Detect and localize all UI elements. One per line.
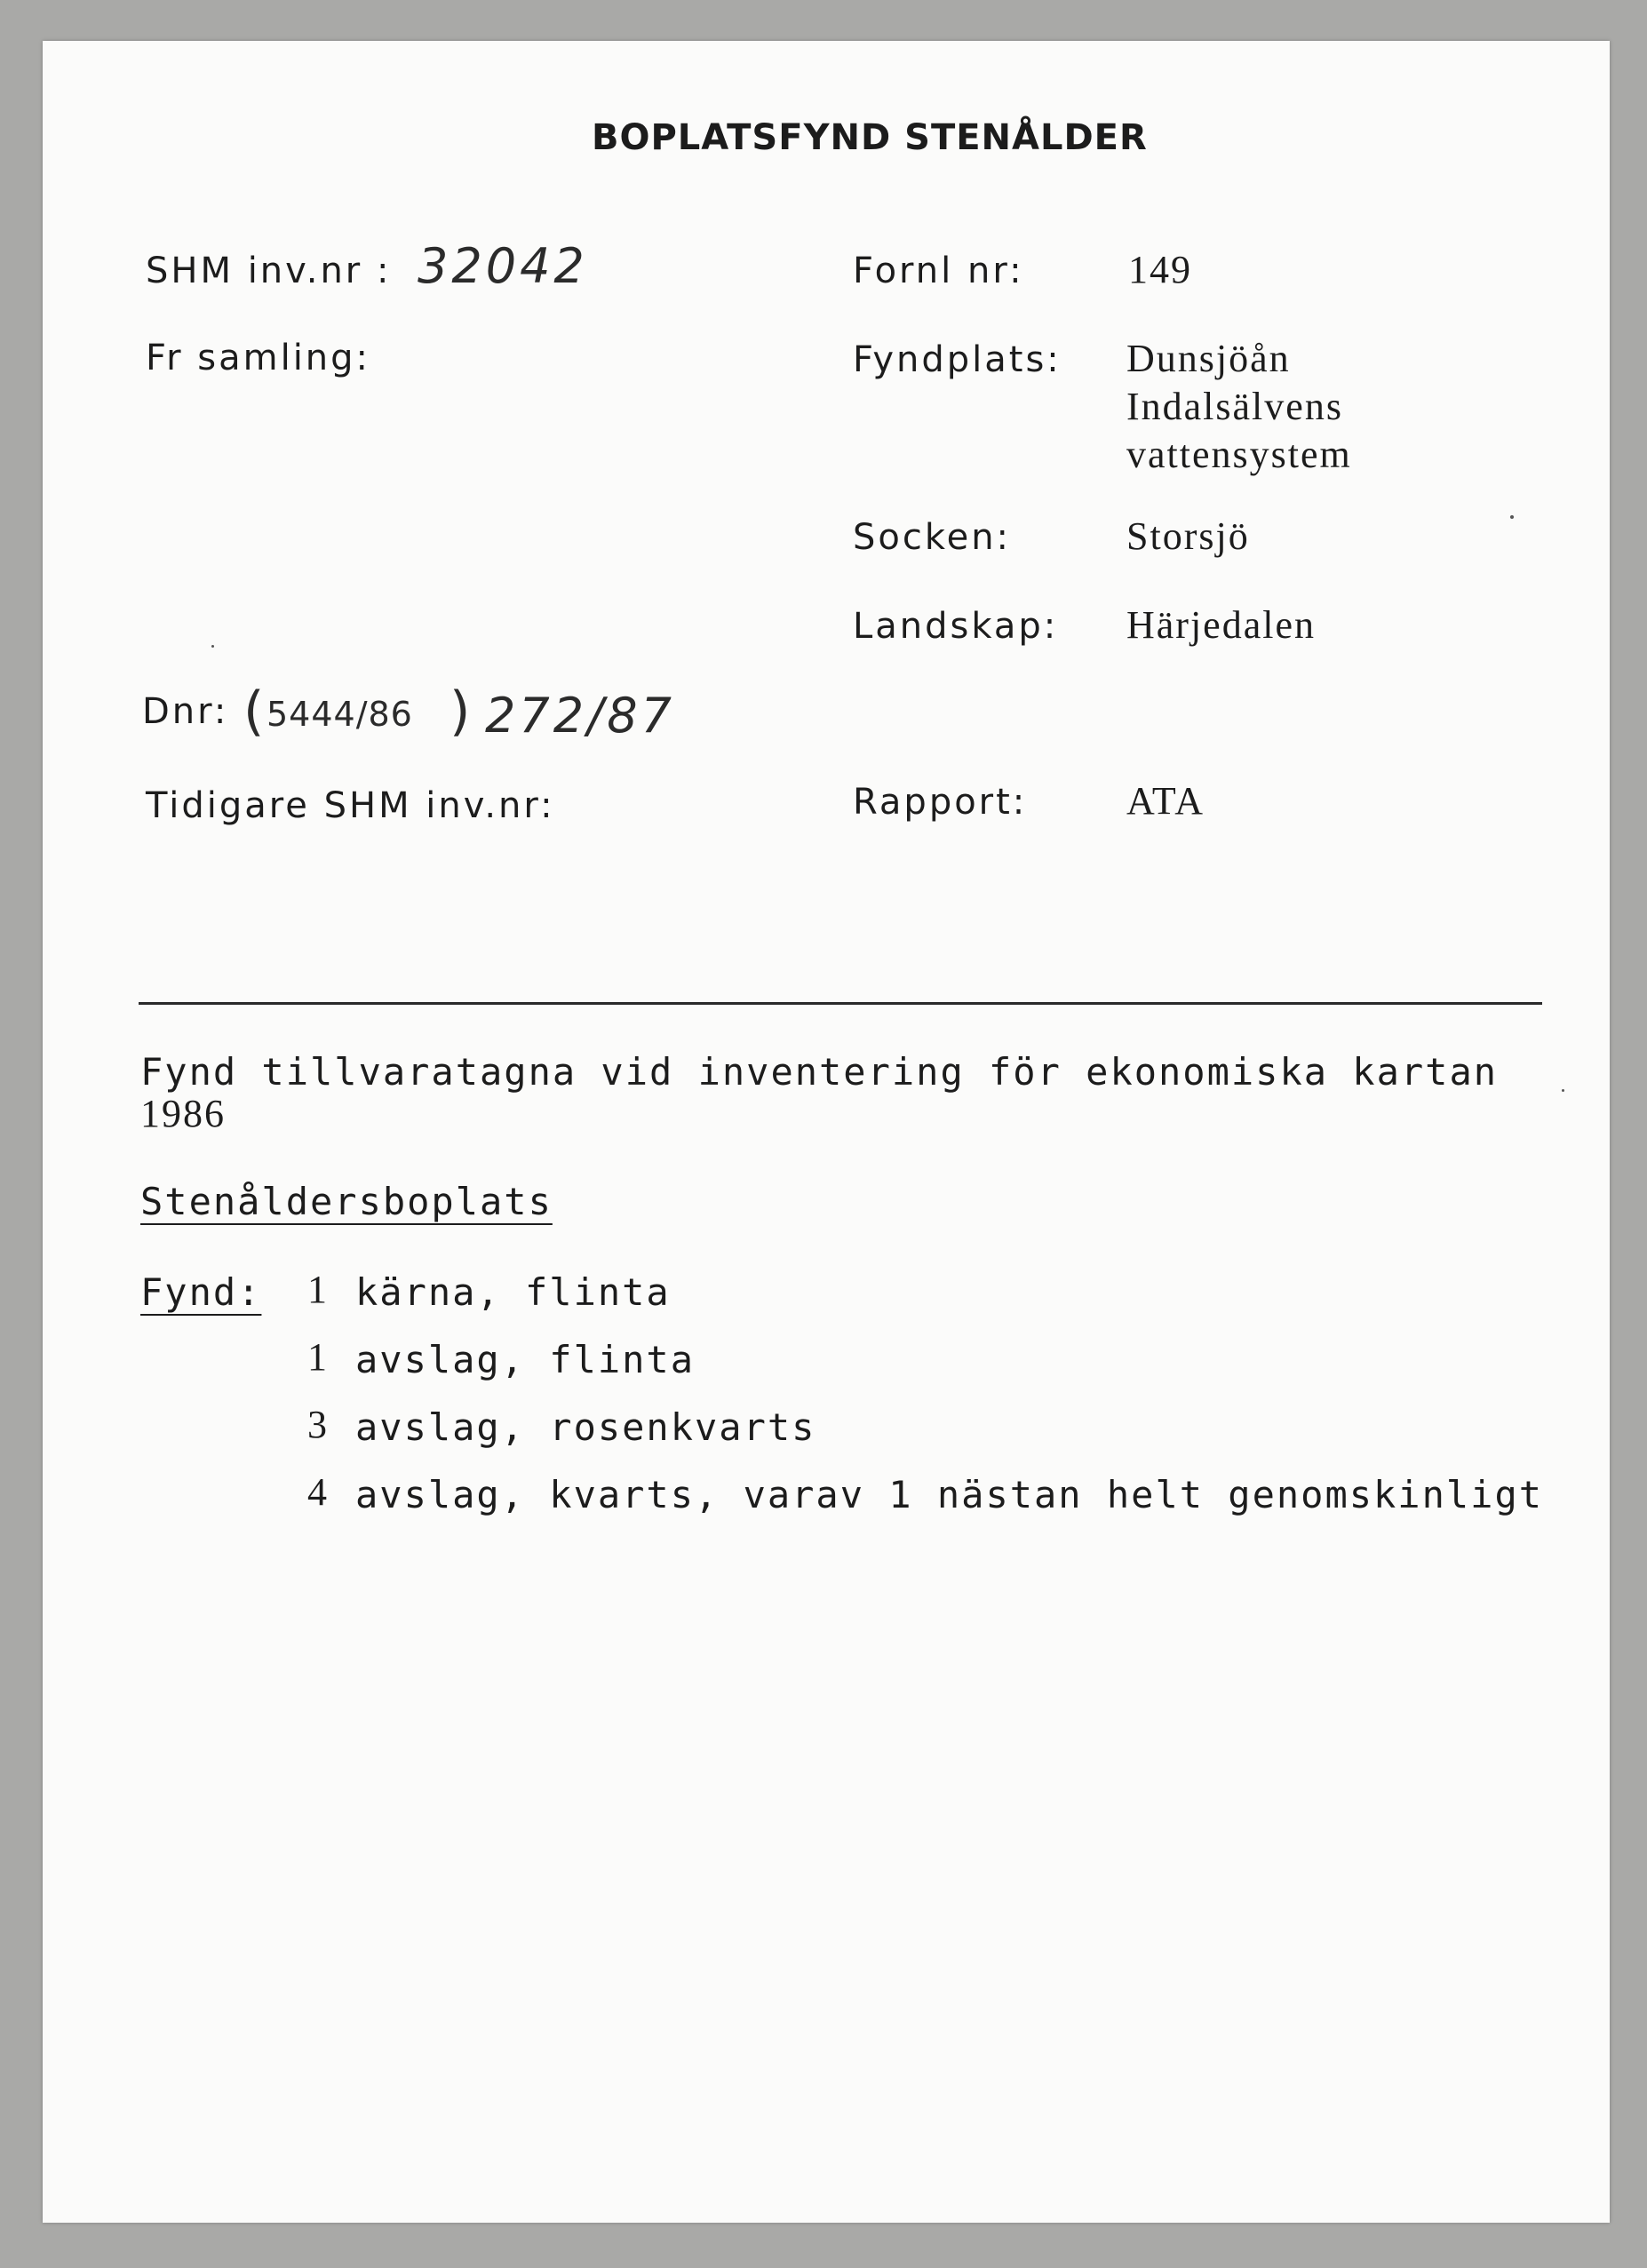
fyndplats-line-2: Indalsälvens	[1126, 385, 1343, 428]
find-count: 3	[307, 1403, 329, 1446]
section-divider	[139, 1002, 1542, 1005]
fr-samling-label: Fr samling:	[146, 338, 371, 378]
intro-line-2: 1986	[140, 1092, 226, 1135]
dnr-new-value: 272/87	[485, 688, 675, 744]
rapport-label: Rapport:	[853, 782, 1028, 823]
fyndplats-line-3: vattensystem	[1126, 433, 1352, 476]
fyndplats-label: Fyndplats:	[853, 339, 1062, 380]
tidigare-shm-label: Tidigare SHM inv.nr:	[146, 785, 555, 826]
landskap-value: Härjedalen	[1126, 603, 1316, 647]
dnr-old-value: 5444/86	[267, 695, 413, 734]
dnr-label: Dnr:	[142, 691, 229, 732]
find-count: 4	[307, 1470, 329, 1514]
find-count: 1	[307, 1335, 329, 1379]
paper-speck	[1562, 1089, 1564, 1092]
fynd-label: Fynd:	[140, 1270, 262, 1314]
card-title: BOPLATSFYND STENÅLDER	[592, 117, 1148, 158]
archive-card	[43, 41, 1610, 2223]
paper-speck	[1510, 515, 1514, 519]
find-text: avslag, flinta	[355, 1338, 696, 1381]
dnr-paren-close: )	[450, 680, 471, 743]
find-count: 1	[307, 1268, 329, 1311]
rapport-value: ATA	[1126, 779, 1205, 823]
socken-label: Socken:	[853, 517, 1012, 558]
find-text: avslag, kvarts, varav 1 nästan helt genomskinligt	[355, 1473, 1544, 1516]
shm-inv-value: 32042	[418, 238, 588, 294]
landskap-label: Landskap:	[853, 606, 1059, 647]
fornl-value: 149	[1128, 248, 1192, 291]
dnr-paren-open: (	[243, 680, 265, 743]
find-text: avslag, rosenkvarts	[355, 1405, 816, 1449]
site-type-heading: Stenåldersboplats	[140, 1180, 553, 1223]
find-text: kärna, flinta	[355, 1270, 671, 1314]
fyndplats-line-1: Dunsjöån	[1126, 337, 1291, 380]
shm-inv-label: SHM inv.nr :	[146, 251, 392, 291]
paper-speck	[211, 645, 214, 648]
intro-line-1: Fynd tillvaratagna vid inventering för ekonomiska kartan	[140, 1050, 1499, 1094]
fornl-label: Fornl nr:	[853, 251, 1024, 291]
socken-value: Storsjö	[1126, 514, 1250, 558]
